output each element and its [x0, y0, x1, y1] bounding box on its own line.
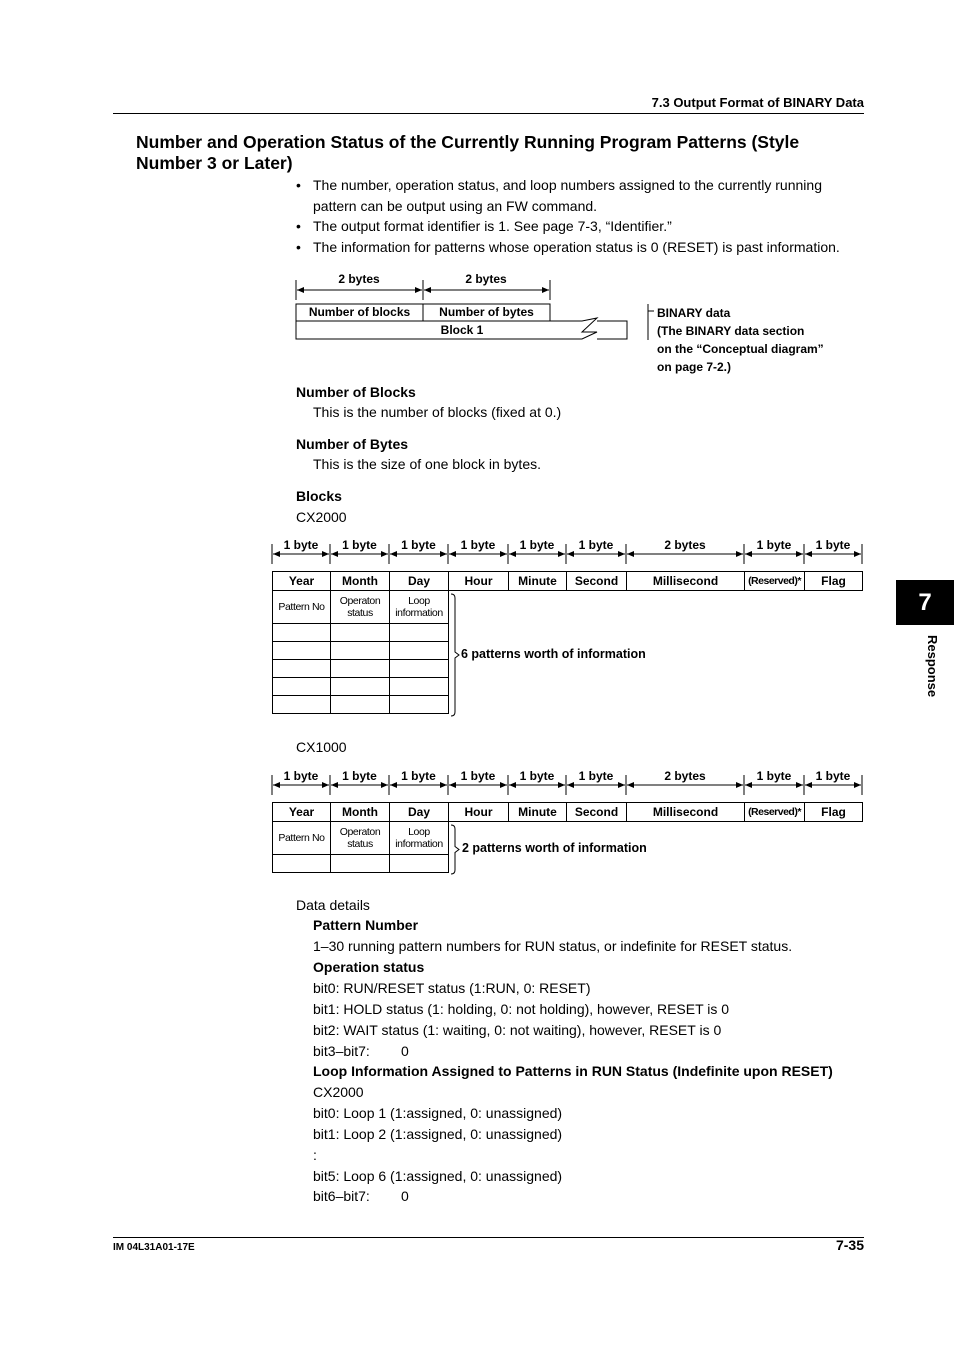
- cx2000-label: CX2000: [296, 509, 347, 525]
- op-line-1: bit1: HOLD status (1: holding, 0: not holding), however, RESET is 0: [313, 1001, 730, 1017]
- cx1000-note: 2 patterns worth of information: [462, 841, 647, 855]
- op-bit37-label: bit3–bit7:: [313, 1043, 370, 1059]
- cell-number-of-blocks: Number of blocks: [308, 305, 411, 319]
- byte-label: 1 byte: [460, 538, 496, 552]
- bullet-dot: •: [296, 239, 301, 255]
- pattern-number-heading: Pattern Number: [313, 917, 419, 933]
- loop-model: CX2000: [313, 1084, 364, 1100]
- field-cell: Flag: [804, 802, 863, 822]
- loop-line-2: :: [313, 1147, 317, 1163]
- field-cell: Millisecond: [626, 571, 745, 591]
- operation-status-heading: Operation status: [313, 959, 425, 975]
- loop-line-0: bit0: Loop 1 (1:assigned, 0: unassigned): [313, 1105, 563, 1121]
- pattern-header-cell: Operaton status: [330, 821, 390, 855]
- bullet-1b: pattern can be output using an FW command.: [313, 198, 598, 214]
- chapter-tab-label: Response: [925, 635, 940, 698]
- field-cell: (Reserved)*: [744, 802, 805, 822]
- op-line-0: bit0: RUN/RESET status (1:RUN, 0: RESET): [313, 980, 591, 996]
- note-line: on page 7-2.): [657, 360, 732, 374]
- byte-label: 1 byte: [283, 769, 319, 783]
- bullet-dot: •: [296, 177, 301, 193]
- field-cell: Flag: [804, 571, 863, 591]
- doc-id: IM 04L31A01-17E: [113, 1242, 195, 1253]
- note-line: BINARY data: [657, 306, 731, 320]
- footer-rule: [113, 1237, 864, 1238]
- byte-label: 1 byte: [578, 538, 614, 552]
- loop-line-1: bit1: Loop 2 (1:assigned, 0: unassigned): [313, 1126, 563, 1142]
- field-cell: Minute: [508, 802, 567, 822]
- page-title-line1: Number and Operation Status of the Currently Running Program Patterns (Style: [136, 132, 800, 152]
- cx1000-label: CX1000: [296, 739, 347, 755]
- field-cell: Second: [566, 571, 627, 591]
- page-title-line2: Number 3 or Later): [136, 153, 293, 173]
- num-bytes-heading: Number of Bytes: [296, 436, 409, 452]
- byte-label: 1 byte: [519, 538, 555, 552]
- bullet-dot: •: [296, 218, 301, 234]
- num-blocks-heading: Number of Blocks: [296, 384, 416, 400]
- field-cell: Minute: [508, 571, 567, 591]
- byte-label: 1 byte: [401, 769, 436, 783]
- byte-label: 1 byte: [756, 769, 792, 783]
- field-cell: Day: [389, 802, 449, 822]
- pattern-number-text: 1–30 running pattern numbers for RUN status, or indefinite for RESET status.: [313, 938, 793, 954]
- loop-info-heading: Loop Information Assigned to Patterns in RUN Status (Indefinite upon RESET): [313, 1063, 833, 1079]
- page-number: 7-35: [835, 1237, 864, 1253]
- byte-label: 1 byte: [342, 538, 377, 552]
- byte-label: 1 byte: [578, 769, 614, 783]
- field-cell: Millisecond: [626, 802, 745, 822]
- loop-line-3: bit5: Loop 6 (1:assigned, 0: unassigned): [313, 1168, 563, 1184]
- byte-label: 1 byte: [342, 769, 377, 783]
- byte-label: 1 byte: [283, 538, 319, 552]
- byte-label: 1 byte: [756, 538, 792, 552]
- byte-label: 1 byte: [815, 538, 851, 552]
- section-header: 7.3 Output Format of BINARY Data: [651, 95, 864, 110]
- op-line-2: bit2: WAIT status (1: waiting, 0: not waiting), however, RESET is 0: [313, 1022, 722, 1038]
- byte-label: 2 bytes: [664, 538, 706, 552]
- top-byte-label-2: 2 bytes: [465, 272, 507, 286]
- byte-label: 1 byte: [815, 769, 851, 783]
- byte-label: 1 byte: [519, 769, 555, 783]
- byte-label: 1 byte: [460, 769, 496, 783]
- note-line: (The BINARY data section: [657, 324, 805, 338]
- op-bit37-value: 0: [401, 1043, 409, 1059]
- field-cell: Day: [389, 571, 449, 591]
- field-cell: (Reserved)*: [744, 571, 805, 591]
- byte-label: 2 bytes: [664, 769, 706, 783]
- field-cell: Hour: [448, 802, 509, 822]
- pattern-header-cell: Pattern No: [272, 821, 331, 855]
- cx2000-note: 6 patterns worth of information: [461, 647, 646, 661]
- bullet-1a: The number, operation status, and loop numbers assigned to the currently running: [313, 177, 822, 193]
- field-cell: Month: [330, 802, 390, 822]
- num-blocks-text: This is the number of blocks (fixed at 0.): [313, 404, 562, 420]
- num-bytes-text: This is the size of one block in bytes.: [313, 456, 541, 472]
- pattern-header-cell: Loop information: [389, 821, 449, 855]
- bullet-3: The information for patterns whose operation status is 0 (RESET) is past information.: [313, 239, 840, 255]
- field-cell: Year: [272, 571, 331, 591]
- field-cell: Second: [566, 802, 627, 822]
- pattern-row-cell: [272, 854, 331, 873]
- field-cell: Month: [330, 571, 390, 591]
- chapter-tab: 7: [896, 580, 954, 625]
- loop-bit67-value: 0: [401, 1188, 409, 1204]
- cell-number-of-bytes: Number of bytes: [439, 305, 534, 319]
- note-line: on the “Conceptual diagram”: [657, 342, 824, 356]
- byte-label: 1 byte: [401, 538, 436, 552]
- cell-block-1: Block 1: [440, 323, 484, 337]
- details-intro: Data details: [296, 897, 370, 913]
- loop-bit67-label: bit6–bit7:: [313, 1188, 370, 1204]
- pattern-row-cell: [389, 854, 449, 873]
- pattern-header-cell: Pattern No: [272, 590, 331, 624]
- bullet-2: The output format identifier is 1. See page 7-3, “Identifier.”: [313, 218, 672, 234]
- field-cell: Year: [272, 802, 331, 822]
- top-byte-label-1: 2 bytes: [338, 272, 380, 286]
- field-cell: Hour: [448, 571, 509, 591]
- pattern-header-cell: Loop information: [389, 590, 449, 624]
- blocks-heading: Blocks: [296, 488, 342, 504]
- pattern-row-cell: [330, 854, 390, 873]
- pattern-header-cell: Operaton status: [330, 590, 390, 624]
